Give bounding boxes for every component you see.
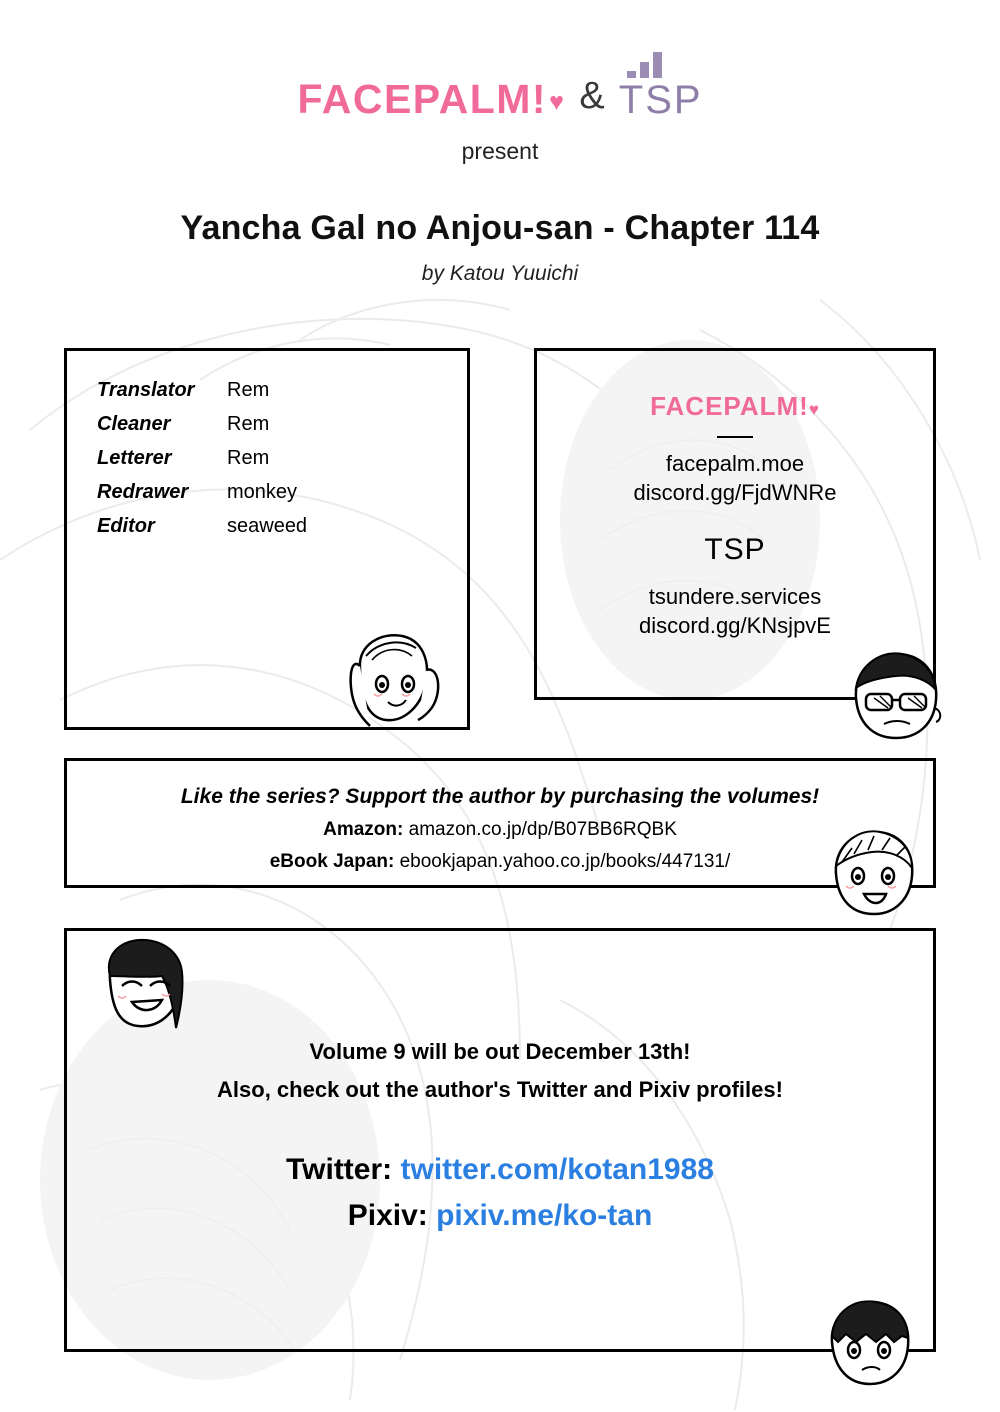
bar-chart-icon <box>627 50 662 78</box>
tsp-group-name: TSP <box>704 533 766 567</box>
group-logos <box>0 52 1000 122</box>
tsp-discord-link[interactable]: discord.gg/KNsjpvE <box>639 612 831 638</box>
credit-name: monkey <box>227 481 298 503</box>
credit-row <box>97 413 467 447</box>
heart-icon: ♥ <box>549 87 566 116</box>
heart-icon: ♥ <box>808 400 820 419</box>
volume-number: Volume 9 <box>309 1039 406 1064</box>
credit-name: Rem <box>227 379 270 401</box>
pixiv-row <box>67 1199 933 1233</box>
page-header <box>0 0 1000 286</box>
facepalm-discord-link[interactable]: discord.gg/FjdWNRe <box>633 479 837 505</box>
facepalm-website-link[interactable]: facepalm.moe <box>665 451 805 476</box>
amazon-link[interactable]: amazon.co.jp/dp/B07BB6RQBK <box>408 819 677 840</box>
pixiv-link[interactable]: pixiv.me/ko-tan <box>436 1199 653 1232</box>
twitter-row <box>67 1153 933 1187</box>
credit-row <box>97 379 467 413</box>
tsp-logo-text: TSP <box>618 78 703 122</box>
chibi-face-girl-smiling-icon <box>330 626 450 736</box>
ebook-row <box>67 851 933 873</box>
twitter-label: Twitter: <box>286 1153 393 1186</box>
page-title: Yancha Gal no Anjou-san - Chapter 114 <box>180 209 820 247</box>
ebook-japan-label: eBook Japan: <box>269 851 395 872</box>
tsp-logo <box>619 80 703 120</box>
credit-role: Cleaner <box>97 413 171 435</box>
credit-role: Redrawer <box>97 481 189 503</box>
credit-role: Letterer <box>97 447 172 469</box>
ebook-japan-link[interactable]: ebookjapan.yahoo.co.jp/books/447131/ <box>399 851 731 872</box>
credit-row <box>97 481 467 515</box>
twitter-link[interactable]: twitter.com/kotan1988 <box>400 1153 714 1186</box>
credit-role: Editor <box>97 515 155 537</box>
present-label: present <box>461 138 539 164</box>
chibi-face-glasses-boy-icon <box>838 640 954 748</box>
amazon-label: Amazon: <box>323 819 404 840</box>
credit-name: Rem <box>227 447 270 469</box>
ampersand-label: & <box>579 75 605 117</box>
credit-row <box>97 447 467 481</box>
author-byline: by Katou Yuuichi <box>421 262 579 285</box>
divider <box>717 436 753 438</box>
volume-release-rest: will be out December 13th! <box>405 1039 691 1064</box>
credit-name: seaweed <box>227 515 308 537</box>
facepalm-logo-text: FACEPALM! <box>297 76 548 122</box>
credit-role: Translator <box>97 379 195 401</box>
amazon-row <box>67 819 933 841</box>
tsp-website-link[interactable]: tsundere.services <box>648 584 822 610</box>
pixiv-label: Pixiv: <box>347 1199 428 1232</box>
facepalm-group-text: FACEPALM! <box>650 391 809 421</box>
chibi-face-flat-bangs-girl-icon <box>816 1292 924 1392</box>
support-headline: Like the series? Support the author by purchasing the volumes! <box>180 785 820 808</box>
credit-name: Rem <box>227 413 270 435</box>
support-box <box>64 758 936 888</box>
facepalm-logo <box>297 76 566 122</box>
credits-list <box>97 379 467 549</box>
chibi-face-shouting-girl-icon <box>820 822 928 922</box>
credit-row <box>97 515 467 549</box>
volume-profiles-line: Also, check out the author's Twitter and Pixiv profiles! <box>217 1077 783 1102</box>
facepalm-group-name <box>537 391 933 422</box>
volume-release-line <box>67 1039 933 1065</box>
chibi-face-laughing-girl-icon <box>88 932 198 1040</box>
